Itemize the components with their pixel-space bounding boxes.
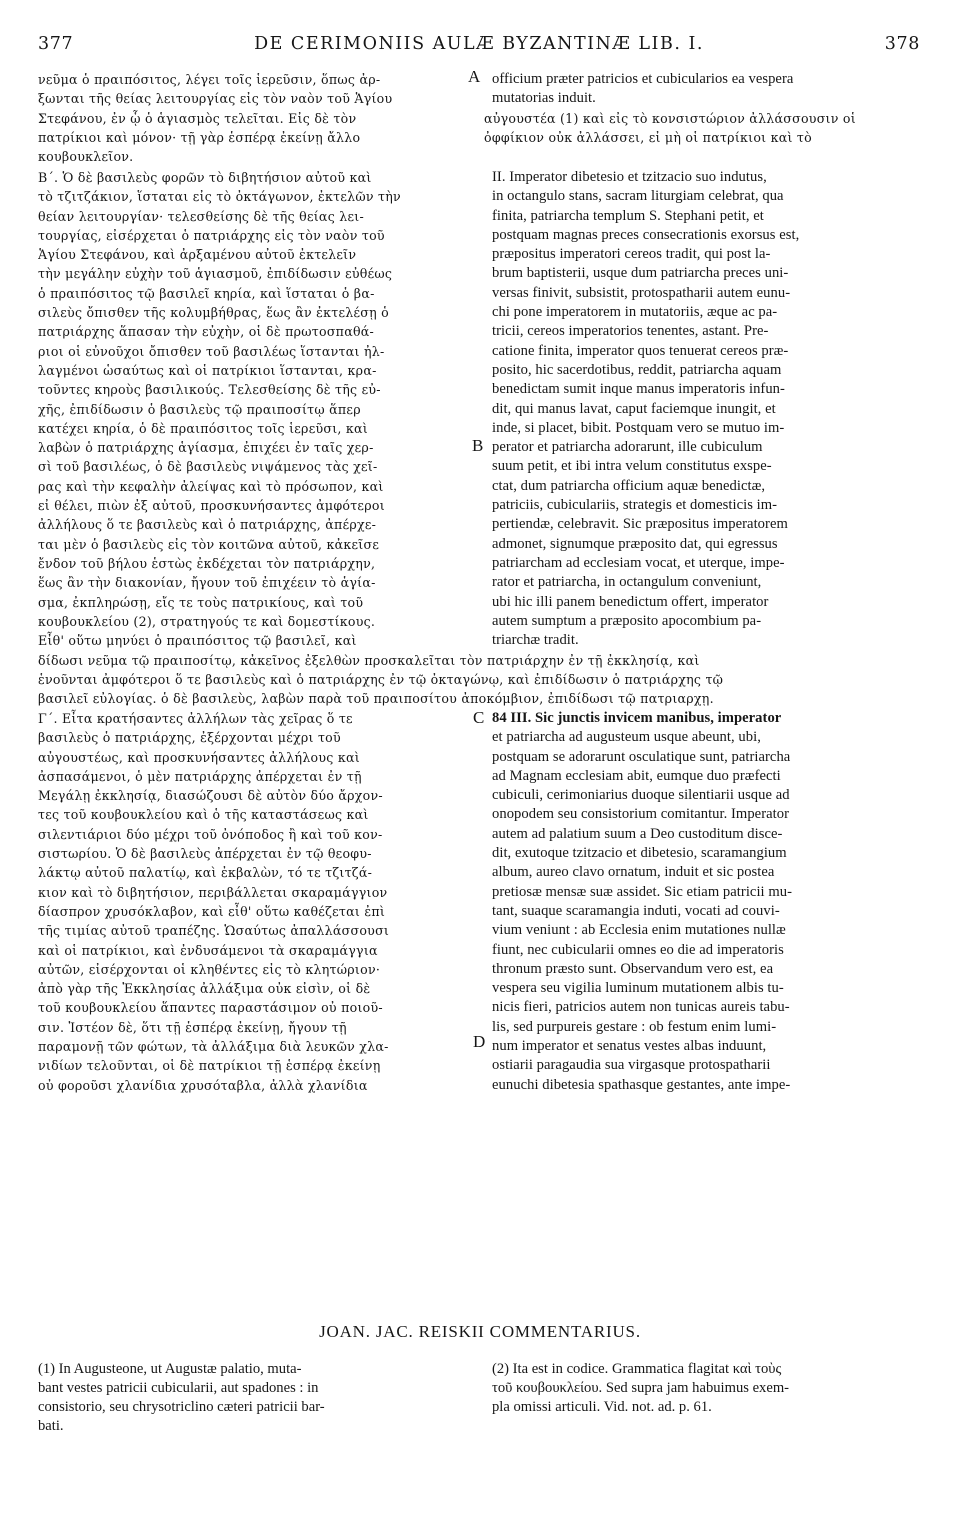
margin-letter-a: A xyxy=(468,67,481,86)
greek-full-width xyxy=(38,651,922,709)
text-line: tricii, cereos imperatorios tenentes, astant. Pre- xyxy=(492,323,769,340)
text-line: autem sumptum a præposito apocombium pa- xyxy=(492,612,762,629)
text-line: postquam magnas preces consecrationis exorsus est, xyxy=(492,226,800,243)
text-line: σιν. Ἰστέον δὲ, ὅτι τῇ ἑσπέρᾳ ἐκείνῃ, ἤγουν τῇ xyxy=(38,1019,347,1035)
text-line: bant vestes patricii cubicularii, aut spadones : in xyxy=(38,1380,319,1396)
text-line: pertiendæ, celebravit. Sic præpositus imperatorem xyxy=(492,516,788,533)
text-line: postquam se adorarunt osculatique sunt, patriarcha xyxy=(492,748,791,765)
page-number-right: 378 xyxy=(884,34,920,54)
text-line: λαγμένοι ὡσαύτως καὶ οἱ πατρίκιοι ἵστανται, κρα- xyxy=(38,362,377,378)
text-line: præpositus imperatori cereos tradit, qui post la- xyxy=(492,246,771,263)
text-line: patriarcham ad ecclesiam vocat, et uterque, impe- xyxy=(492,554,785,571)
text-line: chi pone imperatorem in mutatoriis, æque ac pa- xyxy=(492,304,778,321)
text-line: perator et patriarcha adorarunt, ille cubiculum xyxy=(492,439,763,456)
margin-letter-d: D xyxy=(473,1032,486,1051)
text-line: κατέχει κηρία, ὁ δὲ πραιπόσιτος τοῖς ἱερεῦσι, καὶ xyxy=(38,420,368,436)
text-line: ἔνδον τοῦ βήλου ἑστὼς ἐκδέχεται τὸν πατριάρχην, xyxy=(38,555,376,571)
text-line: τοῦντες κηροὺς βασιλικούς. Τελεσθείσης δὲ τῆς εὐ- xyxy=(38,382,381,398)
text-line: αὐγουστέα (1) καὶ εἰς τὸ κονσιστώριον ἀλλάσσουσιν οἱ xyxy=(484,110,856,126)
text-line: σιλεὺς ὄπισθεν τῆς κολυμβήθρας, ἕως ἂν ἐκτελέσῃ ὁ xyxy=(38,305,389,321)
text-line: κουβουκλεῖον. xyxy=(38,149,134,165)
text-line: νεῦμα ὁ πραιπόσιτος, λέγει τοῖς ἱερεῦσιν, ὅπως ἀρ- xyxy=(38,72,381,87)
latin-column-c xyxy=(492,709,922,1095)
text-line: καὶ οἱ πατρίκιοι, καὶ ἐνδυσάμενοι τὰ σκαραμάγγια xyxy=(38,942,378,958)
text-line: pretiosæ mensæ suæ assidet. Sic etiam patricii mu- xyxy=(492,883,793,900)
text-line: τὸ τζιτζάκιον, ἵσταται εἰς τὸ ὀκτάγωνον, ἐκτελῶν τὴν xyxy=(38,189,401,205)
text-line: rator et patriarcha, in octangulum conveniunt, xyxy=(492,574,762,591)
text-line: σιλεντιάριοι δύο μέχρι τοῦ ὀνόποδος ἢ καὶ τοῦ κον- xyxy=(38,826,383,842)
text-line: onopodem seu consistorium comitantur. Imperator xyxy=(492,806,790,823)
latin-column-b xyxy=(492,168,922,650)
text-line: βασιλεὺς ὁ πατριάρχης, ἐξέρχονται μέχρι τοῦ xyxy=(38,730,341,746)
text-line: σιστωρίου. Ὁ δὲ βασιλεὺς ἀπέρχεται ἐν τῷ θεοφυ- xyxy=(38,846,372,862)
text-line: Γ΄. Εἶτα κρατήσαντες ἀλλήλων τὰς χεῖρας ὅ τε xyxy=(38,711,353,726)
text-line: (2) Ita est in codice. Grammatica flagitat καὶ τοὺς xyxy=(492,1361,782,1377)
text-line: πατρίκιοι καὶ μόνον· τῇ γὰρ ἑσπέρᾳ ἐκείνῃ ἄλλο xyxy=(38,129,361,145)
text-line: δίδωσι νεῦμα τῷ πραιποσίτῳ, κἀκεῖνος ἐξελθὼν προσκαλεῖται τὸν πατριάρχην ἐν τῇ ἐκκλησίᾳ, καὶ xyxy=(38,652,700,668)
text-line: brum baptisterii, usque dum patriarcha preces uni- xyxy=(492,265,789,282)
text-line: (1) In Augusteone, ut Augustæ palatio, muta- xyxy=(38,1361,302,1377)
text-line: χῆς, ἐπιδίδωσιν ὁ βασιλεὺς τῷ πραιποσίτῳ ἅπερ xyxy=(38,401,361,417)
text-line: Β΄. Ὁ δὲ βασιλεὺς φορῶν τὸ διβητήσιον αὐτοῦ καὶ xyxy=(38,170,372,185)
text-line: fiunt, nec cubicularii omnes eo die ad imperatoris xyxy=(492,941,784,958)
text-line: ἑνοῦνται ἀμφότεροι ὅ τε βασιλεὺς καὶ ὁ πατριάρχης ἐν τῷ ὀκταγώνῳ, καὶ ἐπιδίδωσιν ὁ πατριάρχης τῷ xyxy=(38,671,724,687)
text-line: τῆς τιμίας αὐτοῦ τραπέζης. Ὡσαύτως ἀπαλλάσσουσι xyxy=(38,923,390,939)
text-line: vespera seu vigilia luminum mutationem albis tu- xyxy=(492,980,784,997)
text-line: eunuchi dibetesia spathasque gestantes, ante impe- xyxy=(492,1076,791,1093)
text-line: ται μὲν ὁ βασιλεὺς εἰς τὸν κοιτῶνα αὐτοῦ, κἀκεῖσε xyxy=(38,536,380,552)
text-line: dit, qui manus lavat, caput faciemque inungit, et xyxy=(492,400,776,417)
text-line: δίασπρον χρυσόκλαβον, καὶ εἶθ' οὕτω καθέζεται ἐπὶ xyxy=(38,903,386,919)
text-line: εἰ θέλει, πιὼν ἐξ αὐτοῦ, προσκυνήσαντες ἀμφότεροι xyxy=(38,498,385,514)
text-line: inde, si placet, bibit. Postquam vero se mutuo im- xyxy=(492,419,785,436)
text-line: ρας καὶ τὴν κεφαλὴν ἀλείψας καὶ τὸ πρόσωπον, καὶ xyxy=(38,478,384,494)
footnote-1 xyxy=(38,1360,463,1436)
text-line: ubi hic illi panem benedictum offert, imperator xyxy=(492,593,769,610)
text-line: αὐγουστέως, καὶ προσκυνήσαντες ἀλλήλους καὶ xyxy=(38,749,360,765)
text-line: versas finivit, subsistit, protospatharii autem eunu- xyxy=(492,284,791,301)
text-line: num imperator et senatus vestes albas induunt, xyxy=(492,1038,767,1055)
text-line: dit, exutoque tzitzacio et dibetesio, scaramangium xyxy=(492,845,787,862)
text-line: λαβὼν ὁ πατριάρχης ἁγίασμα, ἐπιχέει ἐν ταῖς χερ- xyxy=(38,440,374,456)
text-line: πατριάρχης ἅπασαν τὴν εὐχὴν, οἱ δὲ πρωτοσπαθά- xyxy=(38,324,375,340)
latin-column-top xyxy=(492,70,922,109)
text-line: vium veniunt : ab Ecclesia enim mutationes nullæ xyxy=(492,922,786,939)
text-line: ἀλλήλους ὅ τε βασιλεὺς καὶ ὁ πατριάρχης, ἀπέρχε- xyxy=(38,517,377,533)
text-line: 84 III. Sic junctis invicem manibus, imperator xyxy=(492,710,782,726)
text-line: album, aureo clavo ornatum, induit et sic postea xyxy=(492,864,775,881)
text-line: τες τοῦ κουβουκλείου καὶ ὁ τῆς καταστάσεως καὶ xyxy=(38,807,369,823)
text-line: in octangulo stans, sacram liturgiam celebrat, qua xyxy=(492,188,784,205)
text-line: mutatorias induit. xyxy=(492,90,596,107)
text-line: κιον καὶ τὸ διβητήσιον, περιβάλλεται σκαραμάγγιον xyxy=(38,884,388,900)
greek-column-right-top xyxy=(484,109,922,148)
text-line: thronum præsto sunt. Observandum vero est, ea xyxy=(492,960,774,977)
text-line: admonet, signumque præposito dat, qui egressus xyxy=(492,535,778,552)
commentary-title: JOAN. JAC. REISKII COMMENTARIUS. xyxy=(319,1322,641,1341)
text-line: σμα, ἐκπληρώσῃ, εἴς τε τοὺς πατρικίους, καὶ τοῦ xyxy=(38,594,364,610)
text-line: κουβουκλείου (2), στρατηγούς τε καὶ δομεστίκους. xyxy=(38,613,376,629)
text-line: officium præter patricios et cubicularios ea vespera xyxy=(492,71,794,87)
text-line: pla omissi articuli. Vid. not. ad. p. 61. xyxy=(492,1399,712,1415)
text-line: θείαν λειτουργίαν· τελεσθείσης δὲ τῆς θείας λει- xyxy=(38,208,364,224)
text-line: ad Magnam ecclesiam abit, eumque duo præfecti xyxy=(492,767,781,784)
text-line: Εἶθ' οὕτω μηνύει ὁ πραιπόσιτος τῷ βασιλεῖ, καὶ xyxy=(38,633,357,649)
text-line: παραμονῇ τῶν φώτων, τὰ ἀλλάξιμα διὰ λευκῶν χλα- xyxy=(38,1039,389,1055)
text-line: ξωνται τῆς θείας λειτουργίας εἰς τὸν ναὸν τοῦ Ἁγίου xyxy=(38,91,393,107)
text-line: τὴν μεγάλην εὐχὴν τοῦ ἁγιασμοῦ, ἐπιδίδωσιν εὐθέως xyxy=(38,266,393,282)
text-line: consistorio, seu chrysotriclino cæteri patricii bar- xyxy=(38,1399,325,1415)
text-line: Μεγάλῃ ἐκκλησίᾳ, διασώζουσι δὲ αὐτὸν δύο ἄρχον- xyxy=(38,788,383,804)
text-line: σὶ τοῦ βασιλέως, ὁ δὲ βασιλεὺς νιψάμενος τὰς χεῖ- xyxy=(38,459,378,475)
text-line: patriciis, cubiculariis, strategis et domesticis im- xyxy=(492,497,778,514)
text-line: posito, hic sacerdotibus, reddit, patriarcha aquam xyxy=(492,361,782,378)
running-title: DE CERIMONIIS AULÆ BYZANTINÆ LIB. I. xyxy=(254,34,704,54)
text-line: nicis fieri, patricios autem non tunicas aureis tabu- xyxy=(492,999,790,1016)
text-line: suum petit, et ibi intra velum constitutus exspe- xyxy=(492,458,772,475)
text-line: bati. xyxy=(38,1418,64,1434)
text-line: Στεφάνου, ἐν ᾧ ὁ ἁγιασμὸς τελεῖται. Εἰς δὲ τὸν xyxy=(38,110,357,126)
text-line: ἀπὸ γὰρ τῆς Ἐκκλησίας ἀλλάξιμα οὐκ εἰσὶν, οἱ δὲ xyxy=(38,981,371,997)
text-line: ὀφφίκιον οὐκ ἀλλάσσει, εἰ μὴ οἱ πατρίκιοι καὶ τὸ xyxy=(484,129,812,145)
text-line: ὁ πραιπόσιτος τῷ βασιλεῖ κηρία, καὶ ἵσταται ὁ βα- xyxy=(38,285,375,301)
text-line: ἀσπασάμενοι, ὁ μὲν πατριάρχης ἀπέρχεται ἐν τῇ xyxy=(38,768,362,784)
text-line: οὐ φοροῦσι χλανίδια χρυσόταβλα, ἀλλὰ χλανίδια xyxy=(38,1077,368,1093)
text-line: triarchæ tradit. xyxy=(492,632,579,649)
text-line: λάκτῳ αὐτοῦ παλατίῳ, καὶ ἐκβαλὼν, τό τε τζιτζά- xyxy=(38,865,373,881)
footnote-2 xyxy=(492,1360,922,1417)
text-line: benedictam sumit inque manus imperatoris infun- xyxy=(492,381,785,398)
text-line: τοῦ κουβουκλείου. Sed supra jam habuimus exem- xyxy=(492,1380,790,1396)
running-header xyxy=(38,30,920,60)
text-line: tant, suaque scaramangia induti, vocati ad couvi- xyxy=(492,902,780,919)
text-line: τουργίας, εἰσέρχεται ὁ πατριάρχης εἰς τὸν ναὸν τοῦ xyxy=(38,227,385,243)
text-line: Ἁγίου Στεφάνου, καὶ ἀρξαμένου αὐτοῦ ἐκτελεῖν xyxy=(38,247,357,263)
text-line: τοῦ κουβουκλείου ἅπαντες παραστάσιμον οὐ ποιοῦ- xyxy=(38,1000,383,1016)
greek-column-top xyxy=(38,70,463,166)
text-line: et patriarcha ad augusteum usque abeunt, ubi, xyxy=(492,729,761,746)
text-line: ctat, dum patriarcha officium aquæ benedictæ, xyxy=(492,477,766,494)
text-line: autem ad palatium suum a Deo custoditum disce- xyxy=(492,825,783,842)
margin-letter-c: C xyxy=(473,708,485,727)
text-line: lis, sed purpureis gestare : ob festum enim lumi- xyxy=(492,1018,777,1035)
text-line: βασιλεῖ εὐλογίας. ὁ δὲ βασιλεὺς, λαβὼν παρὰ τοῦ πραιποσίτου ἀποκόμβιον, ἐπιδίδωσι τῷ πατριαρχῃ. xyxy=(38,691,714,707)
greek-column-c xyxy=(38,709,463,1095)
margin-letter-b: B xyxy=(472,436,484,455)
text-line: αὐτῶν, εἰσέρχονται οἱ κληθέντες εἰς τὸ κλητώριον· xyxy=(38,961,381,977)
text-line: ἕως ἂν τὴν διακονίαν, ἤγουν τοῦ ἐπιχέειν τὸ ἁγία- xyxy=(38,575,376,591)
text-line: II. Imperator dibetesio et tzitzacio suo indutus, xyxy=(492,169,767,185)
greek-column-b xyxy=(38,168,463,650)
text-line: finita, patriarcha templum S. Stephani petit, et xyxy=(492,207,764,224)
page-number-left: 377 xyxy=(38,34,74,54)
text-line: νιδίων τελοῦνται, οἱ δὲ πατρίκιοι τῇ ἑσπέρᾳ ἐκείνῃ xyxy=(38,1058,381,1074)
text-line: cubiculi, cerimoniarius duoque silentiarii usque ad xyxy=(492,787,790,804)
text-line: catione finita, imperator quos tenuerat cereos præ- xyxy=(492,342,789,359)
text-line: ριοι οἱ εὐνοῦχοι ὄπισθεν τοῦ βασιλέως ἵστανται ἠλ- xyxy=(38,343,385,359)
text-line: ostiarii paragaudia sua virgasque protospatharii xyxy=(492,1057,771,1074)
